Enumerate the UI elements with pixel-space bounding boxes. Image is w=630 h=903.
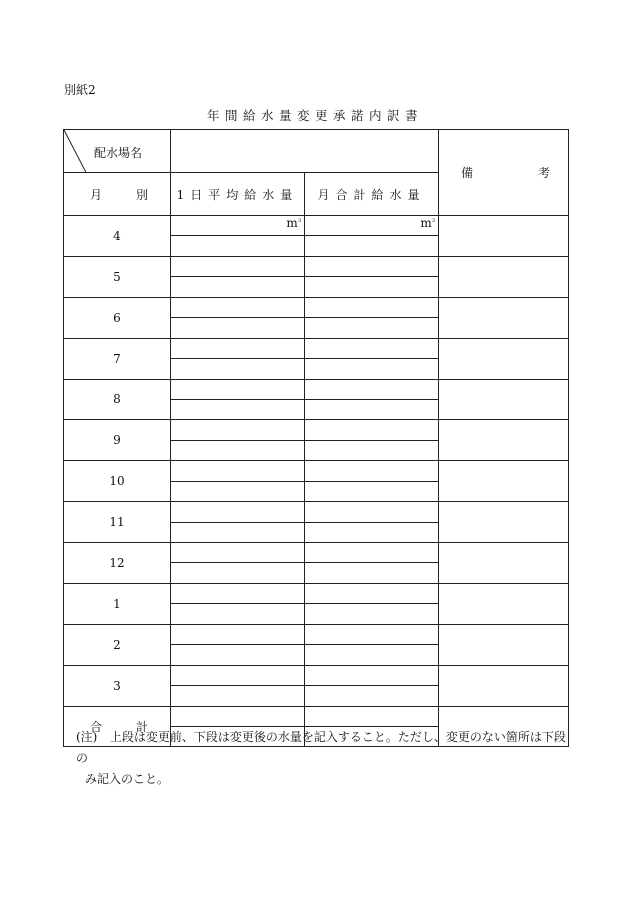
monthly-total-after-cell[interactable]: [305, 522, 439, 542]
daily-average-after-cell[interactable]: [171, 359, 305, 379]
remarks-cell[interactable]: [439, 338, 569, 379]
daily-average-after-cell[interactable]: [171, 522, 305, 542]
table-row: [64, 665, 569, 685]
monthly-total-after-cell[interactable]: [305, 359, 439, 379]
daily-average-after-cell[interactable]: [171, 645, 305, 665]
monthly-total-after-cell[interactable]: [305, 604, 439, 624]
month-label-right: 別: [135, 187, 148, 202]
daily-average-before-cell[interactable]: [171, 665, 305, 685]
daily-average-before-cell[interactable]: [171, 502, 305, 522]
month-label: 1: [64, 583, 171, 624]
monthly-total-after-cell[interactable]: [305, 563, 439, 583]
table-row: [64, 502, 569, 522]
month-label: 7: [64, 338, 171, 379]
daily-average-before-cell[interactable]: [171, 216, 305, 236]
document-title: 年間給水量変更承諾内訳書: [206, 108, 423, 123]
remarks-cell[interactable]: [439, 216, 569, 257]
unit-label: $m^3$: [420, 216, 435, 230]
remarks-cell[interactable]: [439, 543, 569, 584]
site-name-header-cell: [64, 130, 171, 173]
daily-average-before-cell[interactable]: [171, 706, 305, 726]
monthly-total-header: 月合計給水量: [305, 173, 439, 216]
monthly-total-before-cell[interactable]: [305, 624, 439, 644]
table-row: [64, 297, 569, 317]
remarks-header: [439, 130, 569, 216]
table-row: [64, 256, 569, 276]
table-row: [64, 338, 569, 358]
table-row: [64, 583, 569, 603]
month-label: 10: [64, 461, 171, 502]
daily-average-after-cell[interactable]: [171, 686, 305, 706]
remarks-cell[interactable]: [439, 379, 569, 420]
note-lead: (注): [76, 730, 98, 744]
remarks-cell[interactable]: [439, 461, 569, 502]
remarks-cell[interactable]: [439, 665, 569, 706]
month-label: 5: [64, 256, 171, 297]
table-row: [64, 706, 569, 726]
month-label: 4: [64, 216, 171, 257]
daily-average-after-cell[interactable]: [171, 440, 305, 460]
monthly-total-before-cell[interactable]: [305, 583, 439, 603]
month-label: 3: [64, 665, 171, 706]
table-row: [64, 624, 569, 644]
remarks-label-right: 考: [537, 166, 550, 180]
monthly-total-after-cell[interactable]: [305, 277, 439, 297]
monthly-total-after-cell[interactable]: [305, 236, 439, 256]
daily-average-before-cell[interactable]: [171, 461, 305, 481]
monthly-total-before-cell[interactable]: [305, 297, 439, 317]
month-label: 12: [64, 543, 171, 584]
table-row: [64, 420, 569, 440]
daily-average-after-cell[interactable]: [171, 318, 305, 338]
unit-label: $m^3$: [286, 216, 301, 230]
table-row: [64, 379, 569, 399]
note-line-1: 上段は変更前、下段は変更後の水量を記入すること。ただし、変更のない箇所は下段の: [76, 730, 566, 765]
monthly-total-before-cell[interactable]: [305, 502, 439, 522]
remarks-cell[interactable]: [439, 502, 569, 543]
remarks-cell[interactable]: [439, 297, 569, 338]
monthly-total-before-cell[interactable]: [305, 338, 439, 358]
month-label: 11: [64, 502, 171, 543]
remarks-cell[interactable]: [439, 624, 569, 665]
monthly-total-before-cell[interactable]: [305, 256, 439, 276]
monthly-total-before-cell[interactable]: [305, 379, 439, 399]
note-line-2: み記入のこと。: [85, 772, 170, 786]
daily-average-after-cell[interactable]: [171, 604, 305, 624]
monthly-total-before-cell[interactable]: [305, 420, 439, 440]
daily-average-before-cell[interactable]: [171, 583, 305, 603]
monthly-total-after-cell[interactable]: [305, 481, 439, 501]
month-label-left: 月: [90, 187, 103, 202]
remarks-label-left: 備: [461, 166, 474, 180]
daily-average-before-cell[interactable]: [171, 543, 305, 563]
monthly-total-before-cell[interactable]: [305, 543, 439, 563]
daily-average-before-cell[interactable]: [171, 297, 305, 317]
monthly-total-after-cell[interactable]: [305, 399, 439, 419]
monthly-total-before-cell[interactable]: [305, 461, 439, 481]
month-label: 6: [64, 297, 171, 338]
monthly-total-before-cell[interactable]: [305, 706, 439, 726]
month-label: 9: [64, 420, 171, 461]
month-header: [64, 173, 171, 216]
daily-average-before-cell[interactable]: [171, 624, 305, 644]
monthly-total-after-cell[interactable]: [305, 645, 439, 665]
remarks-cell[interactable]: [439, 256, 569, 297]
daily-average-before-cell[interactable]: [171, 338, 305, 358]
daily-average-header: 1日平均給水量: [171, 173, 305, 216]
monthly-total-after-cell[interactable]: [305, 440, 439, 460]
monthly-total-after-cell[interactable]: [305, 686, 439, 706]
table-row: [64, 543, 569, 563]
table-row: [64, 216, 569, 236]
water-volume-table: [63, 129, 569, 747]
monthly-total-after-cell[interactable]: [305, 318, 439, 338]
daily-average-after-cell[interactable]: [171, 481, 305, 501]
remarks-cell[interactable]: [439, 583, 569, 624]
daily-average-before-cell[interactable]: [171, 420, 305, 440]
daily-average-before-cell[interactable]: [171, 256, 305, 276]
daily-average-after-cell[interactable]: [171, 277, 305, 297]
footnote: [76, 727, 576, 790]
daily-average-after-cell[interactable]: [171, 236, 305, 256]
month-label: 8: [64, 379, 171, 420]
daily-average-before-cell[interactable]: [171, 379, 305, 399]
remarks-cell[interactable]: [439, 420, 569, 461]
month-label: 2: [64, 624, 171, 665]
site-name-label: 配水場名: [93, 146, 142, 160]
total-label-left: 合: [90, 719, 103, 734]
total-label-right: 計: [135, 719, 148, 734]
monthly-total-before-cell[interactable]: [305, 216, 439, 236]
daily-average-after-cell[interactable]: [171, 399, 305, 419]
monthly-total-before-cell[interactable]: [305, 665, 439, 685]
site-name-input[interactable]: [171, 130, 439, 173]
daily-average-after-cell[interactable]: [171, 563, 305, 583]
attachment-label: 別紙2: [64, 83, 96, 97]
table-row: [64, 461, 569, 481]
